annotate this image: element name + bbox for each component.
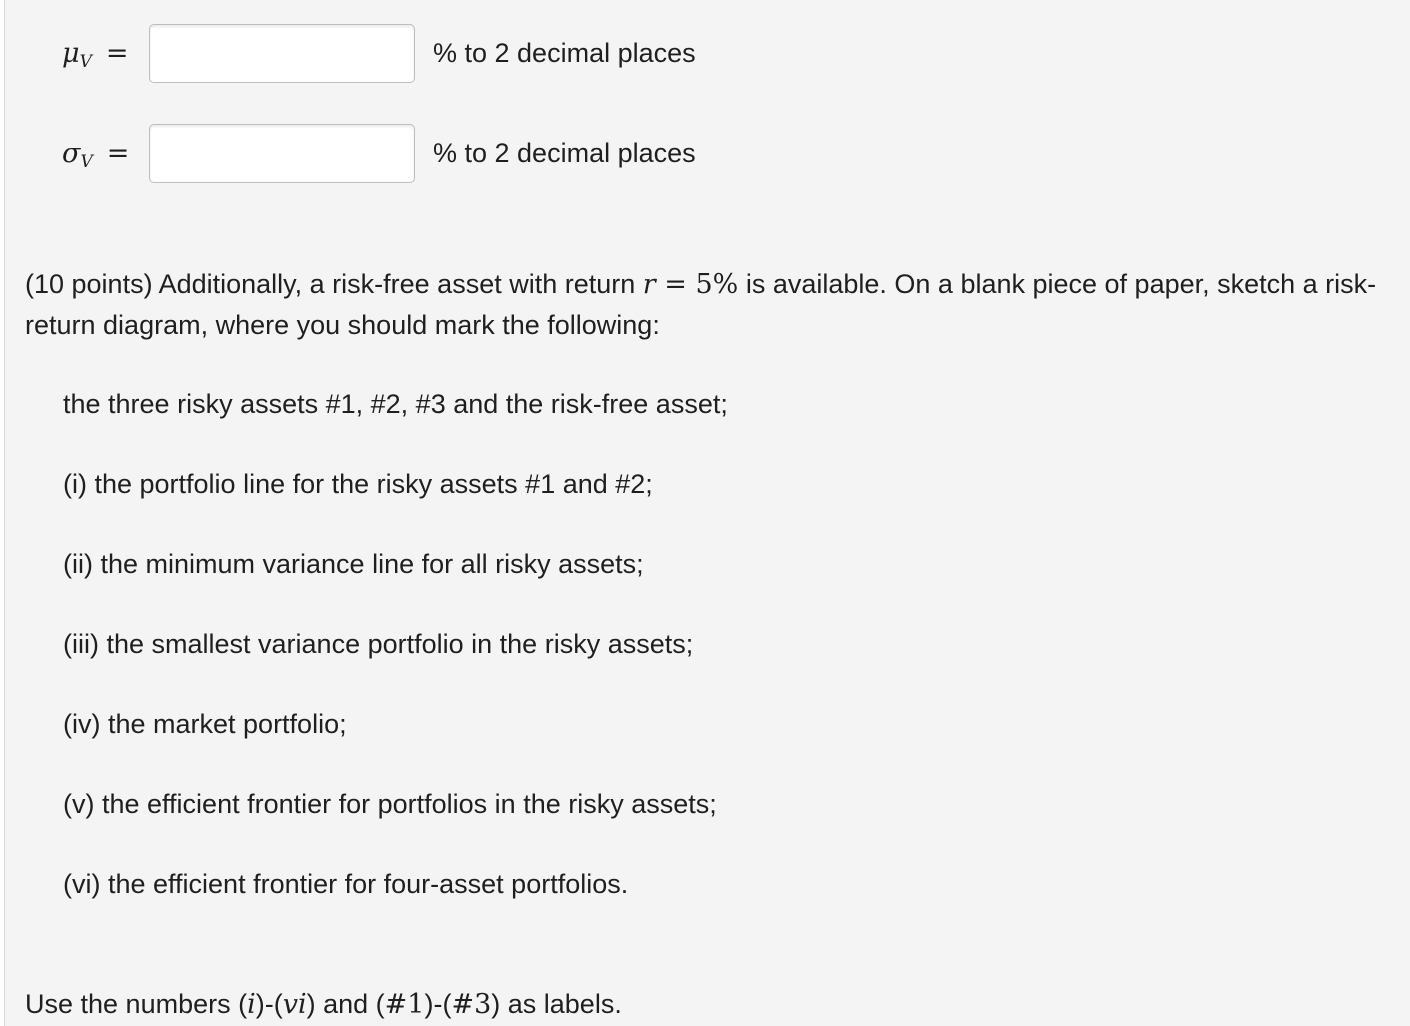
list-item-iv: (iv) the market portfolio; — [63, 709, 347, 739]
list-item-assets: the three risky assets #1, #2, #3 and the risk-free asset; — [63, 389, 728, 419]
mu-v-label: $\mu_V$ = — [62, 38, 129, 72]
sigma-v-unit-text: % to 2 decimal places — [433, 138, 696, 168]
list-item-i: (i) the portfolio line for the risky assets #1 and #2; — [63, 469, 653, 499]
list-item-ii: (ii) the minimum variance line for all risky assets; — [63, 549, 644, 579]
list-item-v: (v) the efficient frontier for portfolios in the risky assets; — [63, 789, 717, 819]
sigma-v-label: $\sigma_V$ = — [62, 138, 130, 172]
question-text: (10 points) Additionally, a risk-free asset with return r = 5% is available. On a blank piece of paper, sketch a risk-return diagram, where you should mark the following: — [25, 269, 1377, 340]
sigma-v-row — [5, 124, 905, 184]
question-panel — [4, 0, 1410, 1026]
labels-instruction: Use the numbers (i)-(vi) and (#1)-(#3) as labels. — [25, 989, 622, 1020]
mu-v-row — [5, 24, 905, 84]
mu-v-input[interactable] — [149, 24, 415, 83]
list-item-vi: (vi) the efficient frontier for four-asset portfolios. — [63, 869, 629, 899]
list-item-iii: (iii) the smallest variance portfolio in the risky assets; — [63, 629, 694, 659]
sigma-v-input[interactable] — [149, 124, 415, 183]
mu-v-unit-text: % to 2 decimal places — [433, 38, 696, 68]
